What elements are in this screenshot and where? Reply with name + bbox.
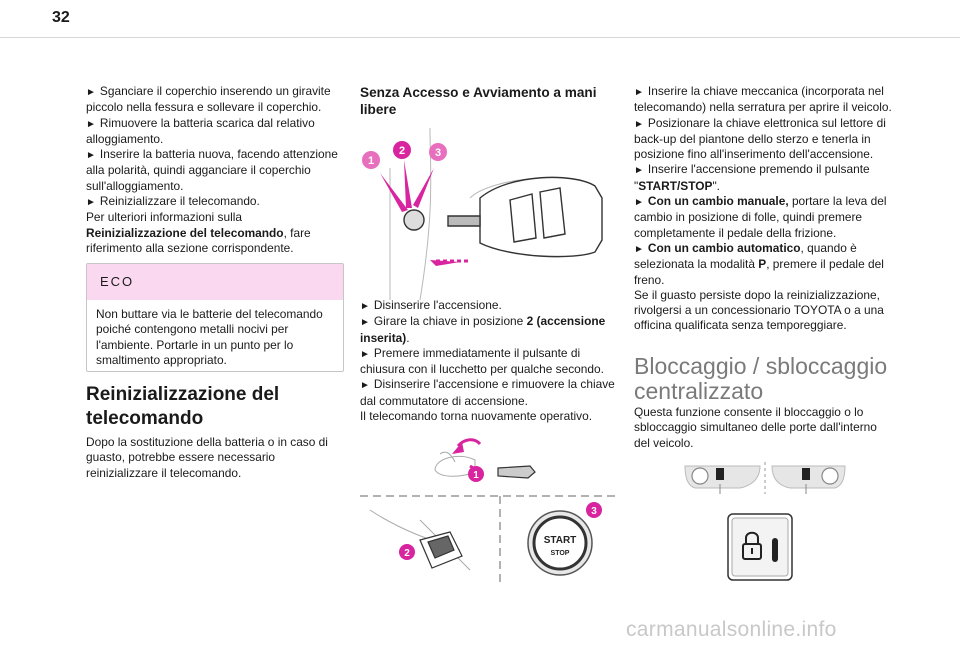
- steering-wheel-icon: [822, 468, 838, 484]
- list-item: ► Posizionare la chiave elettronica sul lettore di back-up del piantone dello sterzo e tenerla in posizione fino all'inserimento dell'accensione.: [634, 115, 886, 162]
- steering-wheel-icon: [692, 468, 708, 484]
- more-info-text: Per ulteriori informazioni sulla Reinizializzazione del telecomando, fare riferimento alla sezione corrispondente.: [86, 210, 311, 255]
- watermark: carmanualsonline.info: [626, 618, 837, 641]
- header-divider: [0, 37, 960, 38]
- list-item: ► Disinserire l'accensione e rimuovere la chiave dal commutatore di accensione.: [360, 377, 615, 408]
- list-item: ► Sganciare il coperchio inserendo un giravite piccolo nella fessura e sollevare il coperchio.: [86, 84, 331, 115]
- result-text: Il telecomando torna nuovamente operativo.: [360, 409, 593, 424]
- triangle-bullet-icon: ►: [86, 87, 96, 98]
- ignition-lock-icon: [404, 210, 424, 230]
- page-number: 32: [52, 9, 70, 26]
- hands-free-heading: Senza Accesso e Avviamento a mani libere: [360, 85, 597, 117]
- central-locking-heading: Bloccaggio / sbloccaggio centralizzato: [634, 353, 888, 404]
- triangle-bullet-icon: ►: [360, 348, 370, 360]
- triangle-bullet-icon: ►: [634, 118, 644, 130]
- triangle-bullet-icon: ►: [360, 380, 370, 392]
- start-button-label: START: [543, 535, 577, 546]
- key-ignition-figure: [360, 128, 616, 300]
- triangle-bullet-icon: ►: [86, 197, 96, 209]
- list-item: ► Inserire la chiave meccanica (incorporata nel telecomando) nella serratura per aprire il veicolo.: [634, 84, 892, 115]
- list-item: ► Inserire la batteria nuova, facendo attenzione alla polarità, quindi agganciare il coperchio sull'alloggiamento.: [86, 147, 338, 193]
- triangle-bullet-icon: ►: [634, 87, 644, 98]
- list-item: ► Con un cambio manuale, portare la leva del cambio in posizione di folle, quindi premere completamente il pedale della frizione.: [634, 194, 887, 240]
- eco-box: [86, 263, 344, 372]
- backup-steps: [634, 84, 896, 334]
- central-locking-figure: [680, 458, 850, 583]
- eco-title: ECO: [87, 264, 343, 300]
- triangle-bullet-icon: ►: [634, 243, 644, 255]
- step-badge: 3: [591, 506, 597, 517]
- battery-steps: [86, 84, 344, 256]
- list-item: ► Con un cambio automatico, quando è selezionata la modalità P, premere il pedale del freno.: [634, 240, 884, 287]
- step-badge: 1: [367, 155, 375, 167]
- reinit-heading: Reinizializzazione del telecomando: [86, 384, 280, 429]
- triangle-bullet-icon: ►: [86, 150, 96, 162]
- reinit-body: Dopo la sostituzione della batteria o in caso di guasto, potrebbe essere necessario reinizializzare il telecomando.: [86, 435, 328, 480]
- stop-button-label: STOP: [550, 550, 570, 557]
- step-badge: 1: [473, 470, 479, 481]
- step-badge: 2: [398, 145, 406, 157]
- hands-free-steps: [360, 298, 622, 424]
- list-item: ► Premere immediatamente il pulsante di chiusura con il lucchetto per qualche secondo.: [360, 345, 604, 377]
- list-item: ► Inserire l'accensione premendo il pulsante "START/STOP".: [634, 162, 870, 193]
- start-stop-figure: [360, 430, 616, 585]
- list-item: ► Girare la chiave in posizione 2 (accensione inserita).: [360, 314, 606, 345]
- triangle-bullet-icon: ►: [360, 301, 370, 312]
- triangle-bullet-icon: ►: [634, 165, 644, 177]
- triangle-bullet-icon: ►: [86, 118, 96, 130]
- list-item: ► Reinizializzare il telecomando.: [86, 194, 260, 209]
- list-item: ► Rimuovere la batteria scarica dal relativo alloggiamento.: [86, 115, 315, 146]
- triangle-bullet-icon: ►: [634, 197, 644, 209]
- step-badge: 2: [404, 548, 410, 559]
- eco-body: Non buttare via le batterie del telecomando poiché contengono metalli nocivi per l'ambiente. Portarle in un punto per lo smaltimento appropriato.: [96, 307, 323, 367]
- step-badge: 3: [434, 147, 442, 159]
- triangle-bullet-icon: ►: [360, 317, 370, 329]
- central-locking-intro: Questa funzione consente il bloccaggio o lo sbloccaggio simultaneo delle porte dall'interno del veicolo.: [634, 405, 877, 450]
- support-text: Se il guasto persiste dopo la reinizializzazione, rivolgersi a un concessionario TOYOTA o a una officina qualificata senza temporeggiare.: [634, 287, 884, 333]
- list-item: ► Disinserire l'accensione.: [360, 298, 502, 312]
